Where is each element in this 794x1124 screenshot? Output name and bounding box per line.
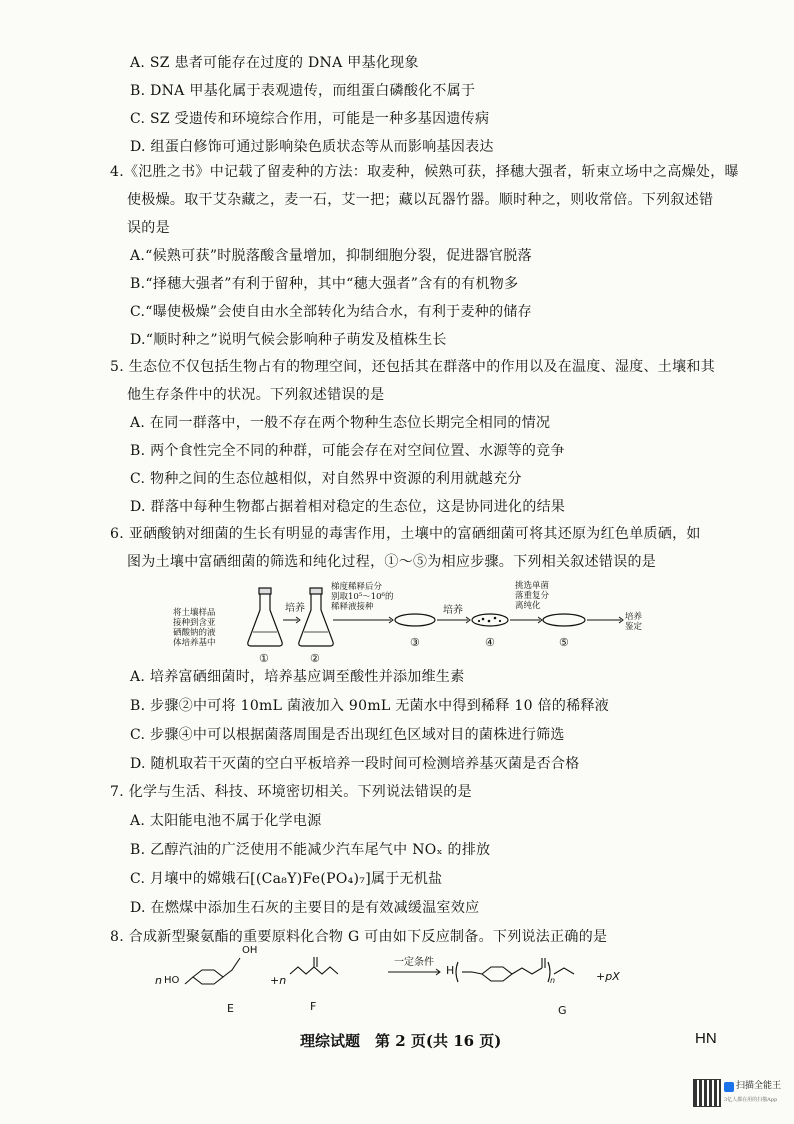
q6-stem-line1: 6. 亚硒酸钠对细菌的生长有明显的毒害作用，土壤中的富硒细菌可将其还原为红色单质硒，如 (110, 526, 701, 542)
q5-option-a: A. 在同一群落中，一般不存在两个物种生态位长期完全相同的情况 (130, 415, 551, 431)
product-h: H (446, 964, 455, 977)
q7-option-b: B. 乙醇汽油的广泛使用不能减少汽车尾气中 NOₓ 的排放 (130, 842, 491, 858)
plate-5 (543, 614, 585, 626)
q3-option-b: B. DNA 甲基化属于表观遗传，而组蛋白磷酸化不属于 (130, 83, 476, 99)
q5-option-c: C. 物种之间的生态位越相似，对自然界中资源的利用就越充分 (130, 471, 522, 487)
arrow1-label: 培养 (285, 603, 305, 614)
flow-diagram (165, 578, 685, 670)
compound-g (456, 958, 574, 982)
q5-stem-line1: 5. 生态位不仅包括生物占有的物理空间，还包括其在群落中的作用以及在温度、湿度、土壤和其 (110, 359, 716, 375)
plus-px: +pX (596, 970, 620, 983)
qr-code-icon (694, 1080, 720, 1106)
step-5-label: ⑤ (559, 636, 569, 649)
compound-f (290, 957, 338, 974)
compound-e (185, 958, 240, 984)
page-footer-title: 理综试题 第 2 页(共 16 页) (300, 1032, 502, 1050)
q4-stem-line3: 误的是 (127, 220, 170, 236)
q5-option-b: B. 两个食性完全不同的种群，可能会存在对空间位置、水源等的竞争 (130, 443, 565, 459)
step-1-label: ① (259, 652, 269, 665)
q7-option-c: C. 月壤中的嫦娥石[(Ca₈Y)Fe(PO₄)₇]属于无机盐 (130, 871, 443, 887)
q3-option-a: A. SZ 患者可能存在过度的 DNA 甲基化现象 (130, 55, 419, 71)
q5-option-d: D. 群落中每种生物都占据着相对稳定的生态位，这是协同进化的结果 (130, 499, 566, 515)
arrow3-label: 培养 (443, 605, 463, 616)
cs-logo-icon (724, 1082, 734, 1092)
colonies (478, 617, 501, 623)
flask-2 (299, 588, 333, 646)
q6-figure (165, 578, 685, 670)
q5-stem-line2: 他生存条件中的状况。下列叙述错误的是 (127, 387, 385, 403)
q3-option-d: D. 组蛋白修饰可通过影响染色质状态等从而影响基因表达 (130, 139, 494, 155)
dilution-label: 梯度稀释后分 别取10⁵～10⁶的 稀释液接种 (331, 582, 394, 612)
q4-option-c: C.“曝使极燥”会使自由水全部转化为结合水，有利于麦种的储存 (130, 304, 532, 320)
q4-option-b: B.“择穗大强者”有利于留种，其中“穗大强者”含有的有机物多 (130, 276, 519, 292)
q7-stem: 7. 化学与生活、科技、环境密切相关。下列说法错误的是 (110, 784, 472, 800)
coef-n: n (155, 974, 162, 987)
q4-option-a: A.“候熟可获”时脱落酸含量增加，抑制细胞分裂，促进器官脱落 (130, 248, 532, 264)
q7-option-a: A. 太阳能电池不属于化学电源 (130, 813, 322, 829)
pick-label: 挑选单菌 落重复分 离纯化 (515, 581, 550, 611)
q6-option-b: B. 步骤②中可将 10mL 菌液加入 90mL 无菌水中得到稀释 10 倍的稀释液 (130, 698, 610, 714)
product-n: n (550, 976, 556, 985)
oh-label: OH (242, 945, 258, 956)
q8-reaction (150, 944, 710, 1024)
q8-stem: 8. 合成新型聚氨酯的重要原料化合物 G 可由如下反应制备。下列说法正确的是 (110, 929, 608, 945)
q3-option-c: C. SZ 受遗传和环境综合作用，可能是一种多基因遗传病 (130, 111, 490, 127)
reaction-diagram (150, 944, 710, 1024)
step-2-label: ② (310, 652, 320, 665)
q7-option-d: D. 在燃煤中添加生石灰的主要目的是有效减缓温室效应 (130, 900, 480, 916)
q6-stem-line2: 图为土壤中富硒细菌的筛选和纯化过程，①～⑤为相应步骤。下列相关叙述错误的是 (127, 554, 657, 570)
label-g: G (558, 1004, 567, 1017)
end-label: 培养 鉴定 (625, 612, 643, 632)
q6-option-a: A. 培养富硒细菌时，培养基应调至酸性并添加维生素 (130, 669, 465, 685)
page-footer-code: HN (695, 1030, 717, 1047)
brand-label: 扫描全能王 (736, 1081, 782, 1091)
q4-stem-line1: 4.《氾胜之书》中记载了留麦种的方法：取麦种，候熟可获，择穗大强者，斩束立场中之高燥处，曝 (110, 164, 739, 180)
plate-3 (395, 614, 435, 626)
brand-sub: 3亿人都在用的扫描App (724, 1097, 778, 1103)
condition-label: 一定条件 (394, 957, 434, 968)
flask-1 (248, 588, 282, 646)
step-4-label: ④ (485, 636, 495, 649)
ho-label: HO (164, 975, 180, 986)
plate-4 (472, 614, 508, 626)
scanner-watermark (694, 1080, 788, 1110)
q6-option-c: C. 步骤④中可以根据菌落周围是否出现红色区域对目的菌株进行筛选 (130, 727, 565, 743)
fig-left-label: 将土壤样品 接种到含亚 硒酸钠的液 体培养基中 (173, 608, 216, 648)
step-3-label: ③ (410, 636, 420, 649)
plus-n: +n (270, 974, 287, 987)
label-f: F (310, 1000, 317, 1013)
q4-stem-line2: 使极燥。取干艾杂藏之，麦一石，艾一把；藏以瓦器竹器。顺时种之，则收常倍。下列叙述错 (127, 192, 714, 208)
q6-option-d: D. 随机取若干灭菌的空白平板培养一段时间可检测培养基灭菌是否合格 (130, 756, 580, 772)
label-e: E (227, 1002, 234, 1015)
q4-option-d: D.“顺时种之”说明气候会影响种子萌发及植株生长 (130, 332, 447, 348)
reaction-arrow (388, 969, 440, 975)
